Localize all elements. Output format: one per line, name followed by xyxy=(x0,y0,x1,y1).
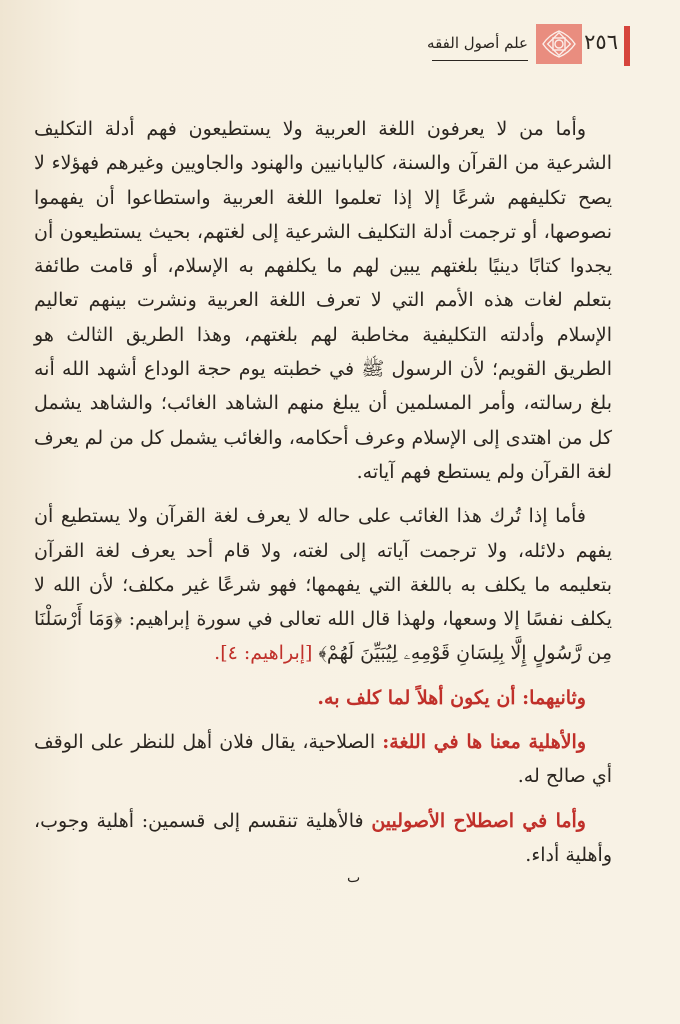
paragraph-5 xyxy=(34,804,612,873)
section-heading-second-condition: وثانيهما: أن يكون أهلاً لما كلف به. xyxy=(317,686,586,709)
page-number: ٢٥٦ xyxy=(584,30,618,54)
page-body xyxy=(34,112,612,872)
arabesque-ornament-icon xyxy=(536,24,582,64)
paragraph-5-text: فالأهلية تنقسم إلى قسمين: أهلية وجوب، وأهلية أداء. xyxy=(34,809,612,866)
paragraph-1: وأما من لا يعرفون اللغة العربية ولا يستطيعون فهم أدلة التكليف الشرعية من القرآن والسنة، كاليابانيين والهنود والجاويين وغيرهم فهؤلاء لا يصح تكليفهم شرعًا إلا إذا تعلموا اللغة العربية واستطاعوا أن يفهموا نصوصها، أو ترجمت أدلة التكليف الشرعية إلى لغتهم، بحيث يستطيعون أن يجدوا كتابًا دينيًا بلغتهم يبين لهم ما يكلفهم به الإسلام، أو قامت طائفة بتعلم لغات هذه الأمم التي لا تعرف اللغة العربية ونشرت بينهم تعاليم الإسلام وأدلته التكليفية مخاطبة لهم بلغتهم، وهذا الطريق الثالث هو الطريق القويم؛ لأن الرسول ﷺ في خطبته يوم حجة الوداع أشهد الله أنه بلغ رسالته، وأمر المسلمين أن يبلغ منهم الشاهد الغائب؛ والشاهد يشمل كل من اهتدى إلى الإسلام وعرف أحكامه، والغائب يشمل كل من لم يعرف لغة القرآن ولم يستطع فهم آياته. xyxy=(34,118,612,483)
paragraph-4 xyxy=(34,725,612,794)
definition-lead-technical: وأما في اصطلاح الأصوليين xyxy=(371,809,586,832)
header-accent-bar xyxy=(624,26,630,66)
quran-citation: [إبراهيم: ٤]. xyxy=(214,642,313,665)
running-title: علم أصول الفقه xyxy=(427,34,528,52)
stray-mark: ٮ xyxy=(347,870,361,886)
paragraph-4-text: الصلاحية، يقال فلان أهل للنظر على الوقف أي صالح له. xyxy=(34,731,612,788)
definition-lead-linguistic: والأهلية معنا ها في اللغة: xyxy=(382,731,586,754)
paragraph-3 xyxy=(34,681,612,715)
paragraph-2-text: فأما إذا تُرك هذا الغائب على حاله لا يعرف لغة القرآن ولا يستطيع أن يفهم دلائله، ولا ترجمت آياته إلى لغته، ولا قام أحد يعرف لغة القرآن بتعليمه ما يكلف به باللغة التي يفهمها؛ فهو شرعًا غير مكلف؛ لأن الله لا يكلف نفسًا إلا وسعها، ولهذا قال الله تعالى في سورة إبراهيم: ﴿وَمَا أَرْسَلْنَا مِن رَّسُولٍ إِلَّا بِلِسَانِ قَوْمِهِۦ لِيُبَيِّنَ لَهُمْ﴾ xyxy=(34,505,612,665)
paragraph-2 xyxy=(34,499,612,670)
header-underline xyxy=(432,60,528,61)
